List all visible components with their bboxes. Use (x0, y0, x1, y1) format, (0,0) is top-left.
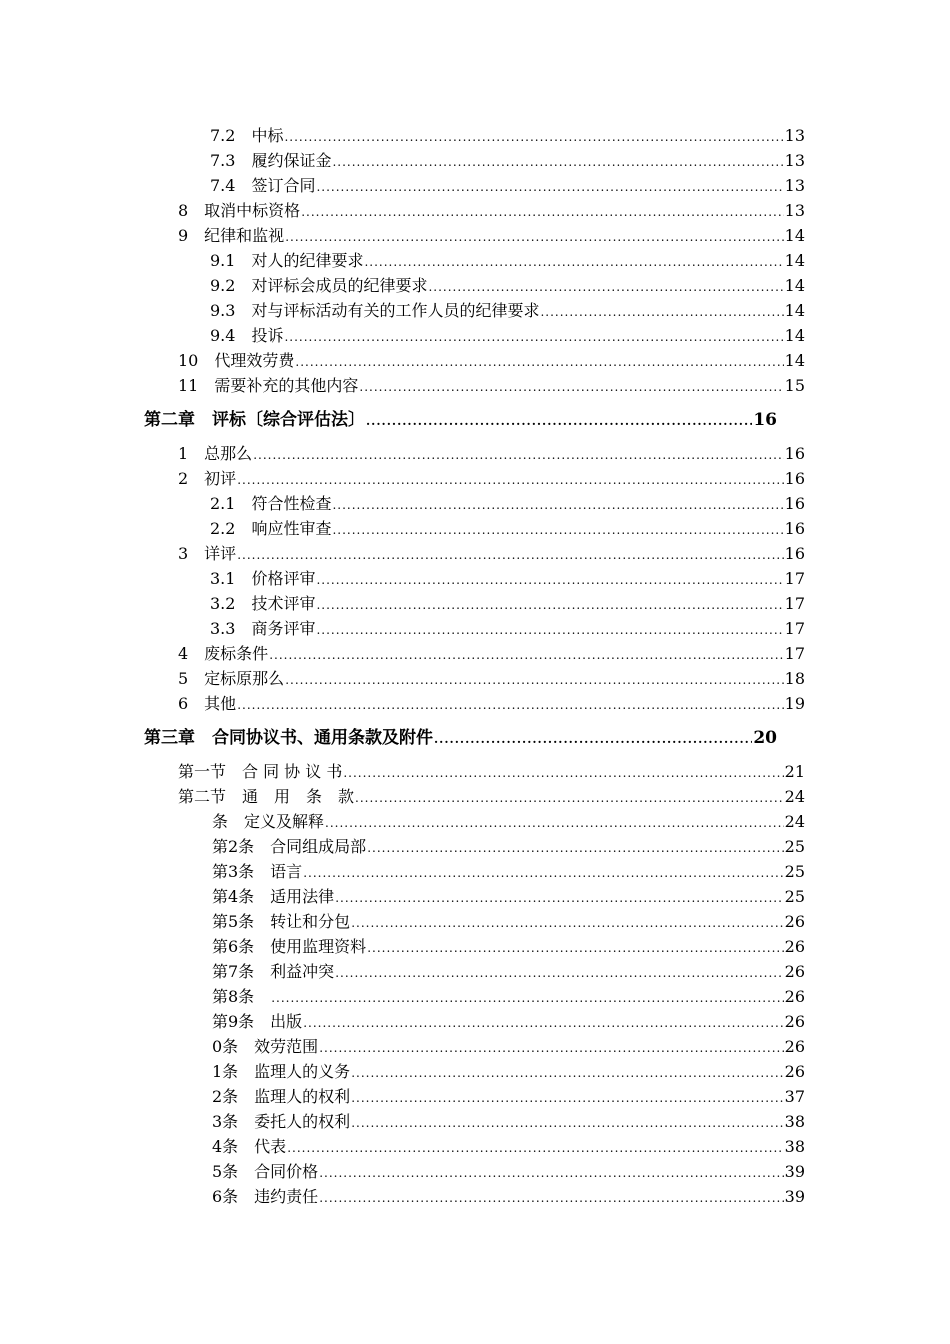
toc-page-number: 25 (784, 837, 805, 856)
toc-entry-title: 6 其他 (178, 694, 237, 713)
toc-page-number: 38 (784, 1137, 805, 1156)
toc-page-number: 26 (784, 1062, 805, 1081)
toc-page-number: 14 (784, 251, 805, 270)
toc-entry-title: 条 定义及解释 (212, 812, 325, 831)
toc-entry (178, 224, 805, 248)
toc-entry-title: 2 初评 (178, 469, 237, 488)
dot-leader (351, 1111, 783, 1135)
toc-entry-title: 4 废标条件 (178, 644, 269, 663)
toc-entry (178, 349, 805, 373)
toc-entry-title: 2.2 响应性审查 (210, 519, 332, 538)
toc-entry (178, 667, 805, 691)
dot-leader (284, 325, 783, 349)
toc-entry (212, 1010, 805, 1034)
toc-entry (212, 885, 805, 909)
dot-leader (285, 225, 783, 249)
toc-entry-title: 第8条 (212, 987, 271, 1006)
dot-leader (303, 861, 783, 885)
dot-leader (319, 1036, 783, 1060)
dot-leader (366, 409, 752, 433)
dot-leader (316, 175, 783, 199)
dot-leader (332, 518, 783, 542)
dot-leader (355, 786, 784, 810)
toc-entry-title: 10 代理效劳费 (178, 351, 295, 370)
toc-entry-title: 9.4 投诉 (210, 326, 284, 345)
toc-entry (210, 299, 805, 323)
toc-entry-title: 第二节 通 用 条 款 (178, 787, 355, 806)
toc-entry-title: 9 纪律和监视 (178, 226, 285, 245)
dot-leader (367, 936, 783, 960)
toc-page-number: 13 (784, 176, 805, 195)
dot-leader (351, 1061, 783, 1085)
toc-entry (212, 1185, 805, 1209)
dot-leader (301, 200, 783, 224)
dot-leader (332, 150, 783, 174)
toc-page-number: 39 (784, 1162, 805, 1181)
toc-page-number: 13 (784, 151, 805, 170)
toc-entry-title: 2.1 符合性检查 (210, 494, 332, 513)
toc-entry (210, 274, 805, 298)
toc-entry (178, 542, 805, 566)
toc-entry (210, 249, 805, 273)
toc-page-number: 26 (784, 987, 805, 1006)
dot-leader (325, 811, 784, 835)
dot-leader (351, 911, 783, 935)
dot-leader (316, 618, 783, 642)
toc-entry-title: 5条 合同价格 (212, 1162, 319, 1181)
toc-entry (178, 442, 805, 466)
dot-leader (285, 668, 783, 692)
toc-page-number: 14 (784, 276, 805, 295)
toc-entry (212, 935, 805, 959)
toc-page-number: 25 (784, 862, 805, 881)
toc-page-number: 18 (784, 669, 805, 688)
toc-page-number: 13 (784, 201, 805, 220)
toc-entry (210, 174, 805, 198)
toc-page-number: 16 (784, 444, 805, 463)
toc-entry-title: 3.1 价格评审 (210, 569, 316, 588)
toc-entry-title: 7.2 中标 (210, 126, 284, 145)
toc-entry (212, 860, 805, 884)
toc-entry-title: 7.4 签订合同 (210, 176, 316, 195)
toc-page-number: 14 (784, 226, 805, 245)
toc-page-number: 39 (784, 1187, 805, 1206)
dot-leader (540, 300, 783, 324)
toc-entry-title: 8 取消中标资格 (178, 201, 301, 220)
toc-entry (212, 960, 805, 984)
toc-entry-title: 9.3 对与评标活动有关的工作人员的纪律要求 (210, 301, 540, 320)
toc-chapter-title: 第三章 合同协议书、通用条款及附件 (144, 728, 433, 748)
dot-leader (253, 443, 783, 467)
toc-page-number: 16 (784, 519, 805, 538)
toc-entry (178, 467, 805, 491)
toc-entry (212, 1035, 805, 1059)
toc-page-number: 14 (784, 326, 805, 345)
toc-entry (212, 910, 805, 934)
toc-page-number: 17 (784, 644, 805, 663)
toc-entry-title: 第2条 合同组成局部 (212, 837, 367, 856)
toc-page-number: 14 (784, 351, 805, 370)
toc-entry-title: 1条 监理人的义务 (212, 1062, 351, 1081)
toc-entry (210, 124, 805, 148)
toc-page-number: 16 (784, 544, 805, 563)
dot-leader (316, 568, 783, 592)
dot-leader (335, 886, 783, 910)
toc-entry-title: 1 总那么 (178, 444, 253, 463)
toc-entry (210, 617, 805, 641)
toc-entry-title: 第5条 转让和分包 (212, 912, 351, 931)
toc-chapter-entry (144, 408, 777, 432)
toc-page-number: 26 (784, 962, 805, 981)
dot-leader (303, 1011, 783, 1035)
toc-page-number: 17 (784, 569, 805, 588)
toc-page-number: 26 (784, 912, 805, 931)
dot-leader (359, 375, 783, 399)
dot-leader (335, 961, 783, 985)
toc-entry (178, 760, 805, 784)
toc-entry (210, 324, 805, 348)
toc-page-number: 17 (784, 594, 805, 613)
toc-chapter-title: 第二章 评标〔综合评估法〕 (144, 410, 365, 430)
toc-entry (178, 199, 805, 223)
toc-entry-title: 3条 委托人的权利 (212, 1112, 351, 1131)
toc-page-number: 26 (784, 1037, 805, 1056)
dot-leader (316, 593, 783, 617)
toc-entry (210, 492, 805, 516)
dot-leader (343, 761, 783, 785)
toc-entry (178, 785, 805, 809)
dot-leader (269, 643, 783, 667)
toc-entry-title: 3.2 技术评审 (210, 594, 316, 613)
toc-entry (210, 517, 805, 541)
dot-leader (295, 350, 783, 374)
toc-entry-title: 第3条 语言 (212, 862, 303, 881)
dot-leader (271, 986, 783, 1010)
toc-entry (210, 567, 805, 591)
dot-leader (237, 543, 783, 567)
toc-entry-title: 9.1 对人的纪律要求 (210, 251, 364, 270)
toc-entry-title: 第7条 利益冲突 (212, 962, 335, 981)
toc-page-number: 14 (784, 301, 805, 320)
dot-leader (332, 493, 783, 517)
toc-entry-title: 0条 效劳范围 (212, 1037, 319, 1056)
dot-leader (284, 125, 783, 149)
toc-page-number: 25 (784, 887, 805, 906)
toc-entry (212, 1110, 805, 1134)
toc-entry (212, 1160, 805, 1184)
toc-entry-title: 第一节 合 同 协 议 书 (178, 762, 343, 781)
dot-leader (319, 1161, 783, 1185)
toc-page-number: 16 (784, 494, 805, 513)
toc-page-number: 26 (784, 937, 805, 956)
dot-leader (367, 836, 783, 860)
toc-entry (210, 149, 805, 173)
dot-leader (287, 1136, 783, 1160)
toc-entry-title: 7.3 履约保证金 (210, 151, 332, 170)
toc-entry (212, 1060, 805, 1084)
toc-page-number: 17 (784, 619, 805, 638)
toc-entry (178, 692, 805, 716)
toc-page-number: 16 (753, 410, 777, 430)
dot-leader (319, 1186, 783, 1210)
toc-page-number: 20 (753, 728, 777, 748)
toc-page-number: 38 (784, 1112, 805, 1131)
toc-entry-title: 9.2 对评标会成员的纪律要求 (210, 276, 428, 295)
dot-leader (434, 727, 752, 751)
toc-entry-title: 3 详评 (178, 544, 237, 563)
dot-leader (351, 1086, 783, 1110)
toc-page-number: 13 (784, 126, 805, 145)
toc-entry (212, 985, 805, 1009)
toc-entry-title: 3.3 商务评审 (210, 619, 316, 638)
toc-entry-title: 4条 代表 (212, 1137, 287, 1156)
toc-entry (210, 592, 805, 616)
toc-entry-title: 第4条 适用法律 (212, 887, 335, 906)
toc-entry (212, 810, 805, 834)
dot-leader (237, 693, 783, 717)
toc-entry (212, 1135, 805, 1159)
dot-leader (428, 275, 783, 299)
toc-entry-title: 第9条 出版 (212, 1012, 303, 1031)
toc-page-number: 24 (784, 787, 805, 806)
toc-entry-title: 5 定标原那么 (178, 669, 285, 688)
toc-entry-title: 第6条 使用监理资料 (212, 937, 367, 956)
dot-leader (364, 250, 783, 274)
toc-entry-title: 2条 监理人的权利 (212, 1087, 351, 1106)
toc-entry (212, 835, 805, 859)
toc-page-number: 24 (784, 812, 805, 831)
toc-page-number: 15 (784, 376, 805, 395)
toc-chapter-entry (144, 726, 777, 750)
toc-page-number: 16 (784, 469, 805, 488)
toc-page-number: 26 (784, 1012, 805, 1031)
toc-entry (212, 1085, 805, 1109)
toc-page-number: 37 (784, 1087, 805, 1106)
toc-page-number: 19 (784, 694, 805, 713)
toc-entry-title: 11 需要补充的其他内容 (178, 376, 359, 395)
toc-entry (178, 642, 805, 666)
dot-leader (237, 468, 783, 492)
toc-page-number: 21 (784, 762, 805, 781)
toc-entry (178, 374, 805, 398)
toc-entry-title: 6条 违约责任 (212, 1187, 319, 1206)
